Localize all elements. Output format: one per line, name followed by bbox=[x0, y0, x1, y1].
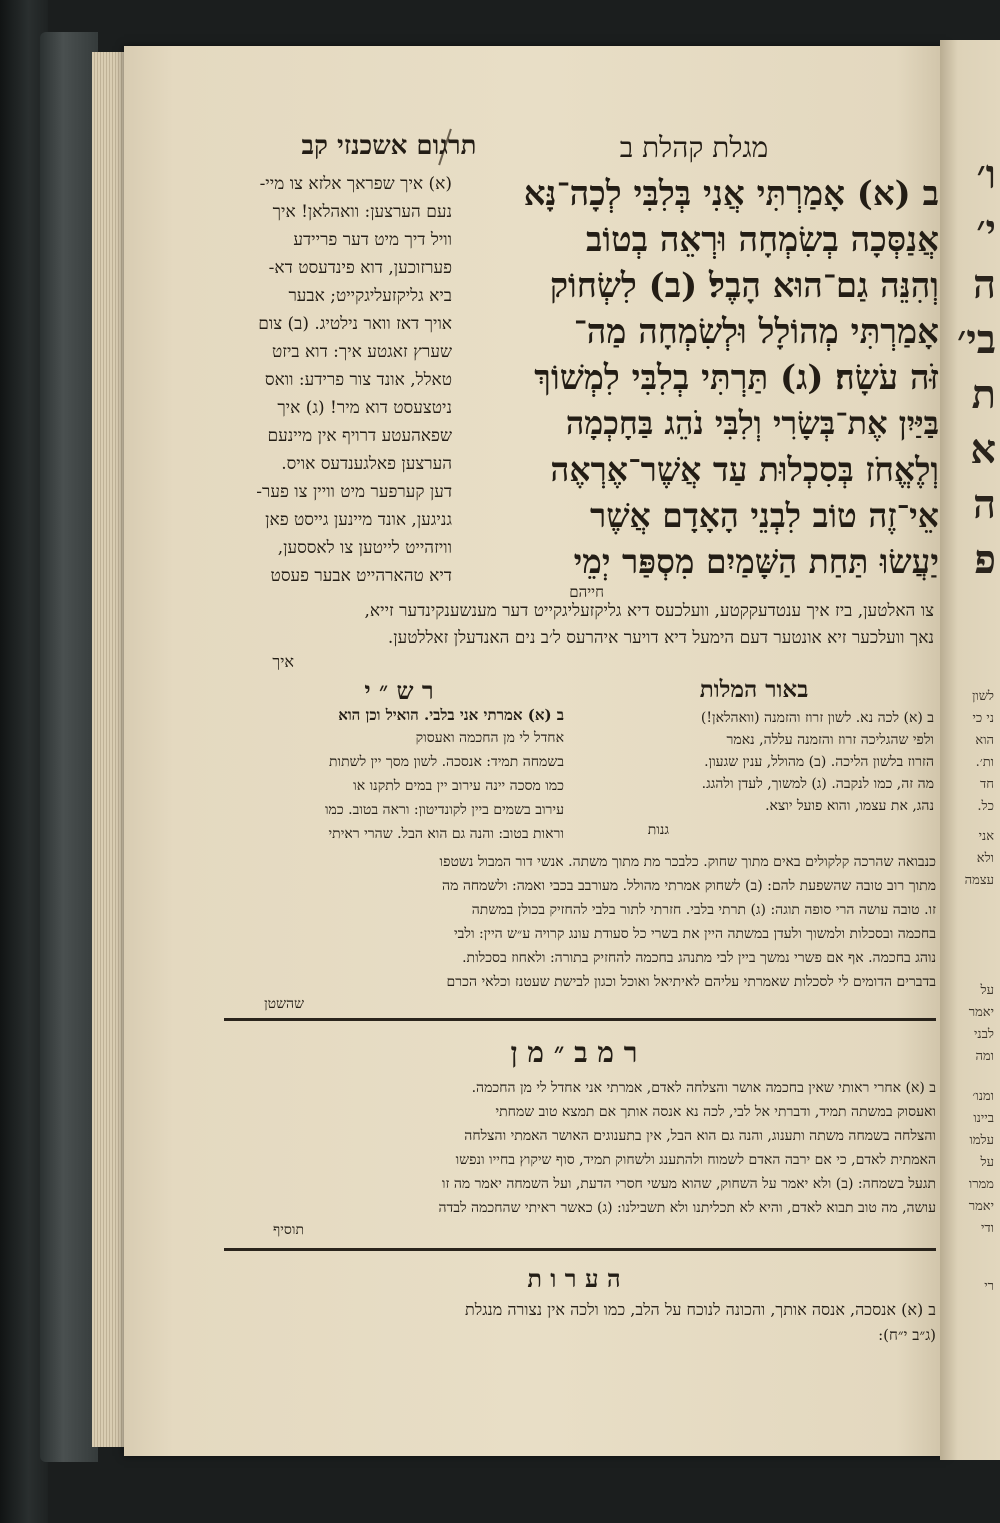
biur-line: מה זה, כמו לנקבה. (ג) למשוך, לעדן ולהגג. bbox=[701, 776, 934, 792]
facing-page-text: רי bbox=[984, 1279, 994, 1294]
main-line: וְהִנֵּה גַם־הוּא הָבֶל׃ (ב) לִשְׂחוֹק bbox=[549, 266, 939, 306]
biur-line: ולפי שהגליכה זרוז והזמנה עללה, נאמר bbox=[726, 732, 934, 748]
main-line: אֵי־זֶה טוֹב לִבְנֵי הָאָדָם אֲשֶׁר bbox=[589, 496, 939, 535]
translation-line: טאלל, אונד צור פרידע: וואס bbox=[264, 370, 452, 390]
facing-page-text: ת bbox=[971, 371, 996, 418]
rashi-line: ב (א) אמרתי אני בלבי. הואיל וכן הוא bbox=[338, 706, 564, 724]
facing-page-text: ני כי bbox=[972, 711, 994, 726]
rashi-line: אחדל לי מן החכמה ואעסוק bbox=[415, 730, 564, 746]
ramban-line: תגעל בשמחה: (ב) ולא יאמר על השחוק, שהוא מעשי חסרי הדעת, ועל השמחה יאמר מה זו bbox=[441, 1176, 936, 1192]
ramban-line: האמתית לאדם, כי אם ירבה האדם לשמוח ולהתענג ולשחוק תמיד, סוף שיקוץ בחייו ונפשו bbox=[455, 1152, 936, 1168]
main-line: ב (א) אָמַרְתִּי אֲנִי בְּלִבִּי לְכָה־נָּא bbox=[523, 174, 939, 214]
main-line: אָמַרְתִּי מְהוֹלָל וּלְשִׂמְחָה מַה־ bbox=[573, 312, 939, 352]
translation-line: פערזוכען, דוא פינדעסט דא- bbox=[268, 258, 452, 278]
ramban-line: עושה, מה טוב תבוא לאדם, והיא לא תכליתנו ולא תשבילנו: (ג) כאשר ראיתי שהחכמה לבדה bbox=[438, 1200, 936, 1216]
translation-line: ביא גליקזעליגקייט; אבער bbox=[288, 286, 452, 306]
rashi-title: ר ש ״ י bbox=[364, 676, 434, 705]
main-line: וְלֶאֱחֹז בְּסִכְלוּת עַד אֲשֶׁר־אֶרְאֶה bbox=[550, 450, 939, 489]
translation-line: הערצען פאלגענדעס אויס. bbox=[281, 454, 452, 474]
translation-line: דען קערפער מיט וויין צו פער- bbox=[256, 482, 452, 502]
commentary-line: כנבואה שהרכה קלקולים באים מתוך שחוק. כלבכר מת מתוך משתה. אנשי דור המבול נשטפו bbox=[439, 854, 936, 870]
translation-line: וויזהייט לייטען צו לאססען, bbox=[277, 538, 452, 558]
facing-page-text: ות׳. bbox=[975, 755, 994, 770]
facing-page-text: עצמה bbox=[964, 873, 994, 888]
translation-line: גניגען, אונד מיינען גייסט פאן bbox=[265, 510, 452, 530]
translation-line: דיא טהארהייט אבער פעסט bbox=[270, 566, 452, 586]
ramban-catchword: תוסיף bbox=[272, 1222, 304, 1238]
facing-page-text: י׳ bbox=[976, 206, 996, 253]
facing-page-text: לשון bbox=[972, 689, 994, 704]
translation-line: אויך דאז וואר נילטיג. (ב) צום bbox=[258, 314, 452, 334]
divider-line bbox=[224, 1018, 936, 1021]
main-line: אֲנַסְּכָה בְשִׂמְחָה וּרְאֵה בְטוֹב bbox=[586, 220, 939, 260]
header-right: מגלת קהלת ב bbox=[619, 131, 769, 164]
ramban-line: והצלחה בשמחה משתה ותענוג, והנה גם הוא הבל, אין בתענוגים האושר האמתי והצלחה bbox=[464, 1128, 936, 1144]
facing-page-text: ומנו׳ bbox=[972, 1089, 994, 1104]
commentary-line: בחכמה ובסכלות ולמשוך ולעדן במשתה היין את בשרי כל סעודת עונג קרויה ע״ש היין: ולבי bbox=[453, 926, 936, 942]
ramban-line: ואעסוק במשתה תמיד, ודברתי אל לבי, לכה נא אנסה אותך אם תמצא טוב שמחתי bbox=[495, 1104, 936, 1120]
book-page bbox=[124, 46, 946, 1456]
translation-line: נאך וועלכער זיא אונטער דעם הימעל דיא דויער איהרעס ל׳ב נים האנדעלן זאללטען. bbox=[387, 628, 934, 648]
rashi-line: בשמחה תמיד: אנסכה. לשון מסך יין לשתות bbox=[329, 754, 564, 770]
biur-line: הזרוז בלשון הליכה. (ב) מהולל, ענין שגעון. bbox=[704, 754, 934, 770]
header-left: תרגום אשכנזי קב bbox=[301, 131, 477, 161]
facing-page-text: יאמר bbox=[968, 1199, 994, 1214]
haarot-line: ב (א) אנסכה, אנסה אותך, והכונה לנוכח על הלב, כמו ולכה אין נצורה מנגלת bbox=[465, 1300, 936, 1319]
rashi-line: כמו מסכה יינה עירוב יין במים לתקנו או bbox=[353, 778, 564, 794]
biur-catchword: גנות bbox=[647, 822, 669, 838]
translation-line: (א) איך שפראך אלזא צו מיי- bbox=[259, 174, 452, 194]
facing-page-text: ו׳ bbox=[976, 151, 996, 198]
ramban-line: ב (א) אחרי ראותי שאין בחכמה אושר והצלחה לאדם, אמרתי אני אחדל לי מן החכמה. bbox=[471, 1080, 936, 1096]
facing-page-text: עלמו bbox=[969, 1133, 994, 1148]
facing-page bbox=[940, 40, 1000, 1460]
biur-line: ב (א) לכה נא. לשון זרוז והזמנה (וואהלאן!) bbox=[700, 710, 934, 726]
facing-page-text: ה bbox=[972, 481, 996, 528]
translation-line: שפאהעטע דרויף אין מיינעם bbox=[267, 426, 452, 446]
main-line: בַּיַּיִן אֶת־בְּשָׂרִי וְלִבִּי נֹהֵג בַּחָכְמָה bbox=[565, 404, 939, 442]
main-line: יַעֲשׂוּ תַּחַת הַשָּׁמַיִם מִסְפַּר יְמֵי bbox=[573, 542, 939, 581]
rashi-line: עירוב בשמים ביין לקונדיטון: וראה בטוב. כמו bbox=[324, 802, 564, 818]
commentary-line: נוהג בחכמה. אף אם פשרי נמשך ביין לבי מתנהג בחכמה להחזיק בתורה: ולאחוז בסכלות. bbox=[462, 950, 936, 966]
main-catchword: חייהם bbox=[569, 583, 604, 601]
facing-page-text: ודי bbox=[981, 1221, 994, 1236]
translation-catchword: איך bbox=[272, 652, 294, 671]
facing-page-text: לבני bbox=[974, 1027, 994, 1042]
facing-page-text: על bbox=[980, 983, 994, 998]
haarot-line: (ג״ב י״ח): bbox=[878, 1326, 936, 1344]
facing-page-text: בי׳ bbox=[956, 316, 996, 363]
book-cover-edge bbox=[40, 32, 98, 1462]
facing-page-text: פ bbox=[974, 536, 996, 583]
ramban-title: ר מ ב ״ מ ן bbox=[510, 1036, 638, 1069]
facing-page-text: על bbox=[980, 1155, 994, 1170]
facing-page-text: ממרו bbox=[968, 1177, 994, 1192]
facing-page-text: ולא bbox=[976, 851, 994, 866]
translation-line: ניטצעסט דוא מיר! (ג) איך bbox=[277, 398, 452, 418]
commentary-line: מתוך רוב טובה שהשפעת להם: (ב) לשחוק אמרתי מהולל. מעורבב בכבי ואמה: ולשמחה מה bbox=[442, 878, 936, 894]
divider-line bbox=[224, 1248, 936, 1251]
facing-page-text: הוא bbox=[975, 733, 994, 748]
commentary-line: זו. טובה עושה הרי סופה תוגה: (ג) תרתי בלבי. חזרתי לתור בלבי להחזיק בכולן במשתה bbox=[471, 902, 936, 918]
commentary-catchword: שהשטן bbox=[264, 996, 304, 1012]
facing-page-text: א bbox=[970, 426, 996, 473]
translation-line: שערץ זאגטע איך: דוא ביזט bbox=[271, 342, 452, 362]
rashi-line: וראות בטוב: והנה גם הוא הבל. שהרי ראיתי bbox=[328, 826, 564, 842]
facing-page-text: כל. bbox=[977, 799, 994, 814]
biur-title: באור המלות bbox=[699, 676, 809, 703]
biur-line: נהג, את עצמו, והוא פועל יוצא. bbox=[765, 798, 934, 814]
facing-page-text: אני bbox=[978, 829, 994, 844]
haarot-title: ה ע ר ו ת bbox=[527, 1264, 621, 1293]
translation-line: צו האלטען, ביז איך ענטדעקקטע, וועלכעס דיא גליקזעליגקייט דער מענשענקינדער זייא, bbox=[364, 601, 934, 621]
translation-line: וויל דיך מיט דער פריידע bbox=[293, 230, 452, 250]
facing-page-text: ומה bbox=[975, 1049, 994, 1064]
facing-page-text: יאמר bbox=[968, 1005, 994, 1020]
facing-page-text: ביינו bbox=[973, 1111, 994, 1126]
main-line: זֹּה עֹשָׂה׃ (ג) תַּרְתִּי בְלִבִּי לִמְשׁוֹךְ bbox=[534, 358, 939, 398]
translation-line: נעם הערצען: וואהלאן! איך bbox=[272, 202, 452, 222]
facing-page-text: ה bbox=[972, 261, 996, 308]
facing-page-text: חד bbox=[980, 777, 994, 792]
commentary-line: בדברים הדומים לי לסכלות שאמרתי עליהם לאיתיאל ואוכל וכגון לבישת שעטנז וכלאי הכרם bbox=[446, 974, 936, 990]
